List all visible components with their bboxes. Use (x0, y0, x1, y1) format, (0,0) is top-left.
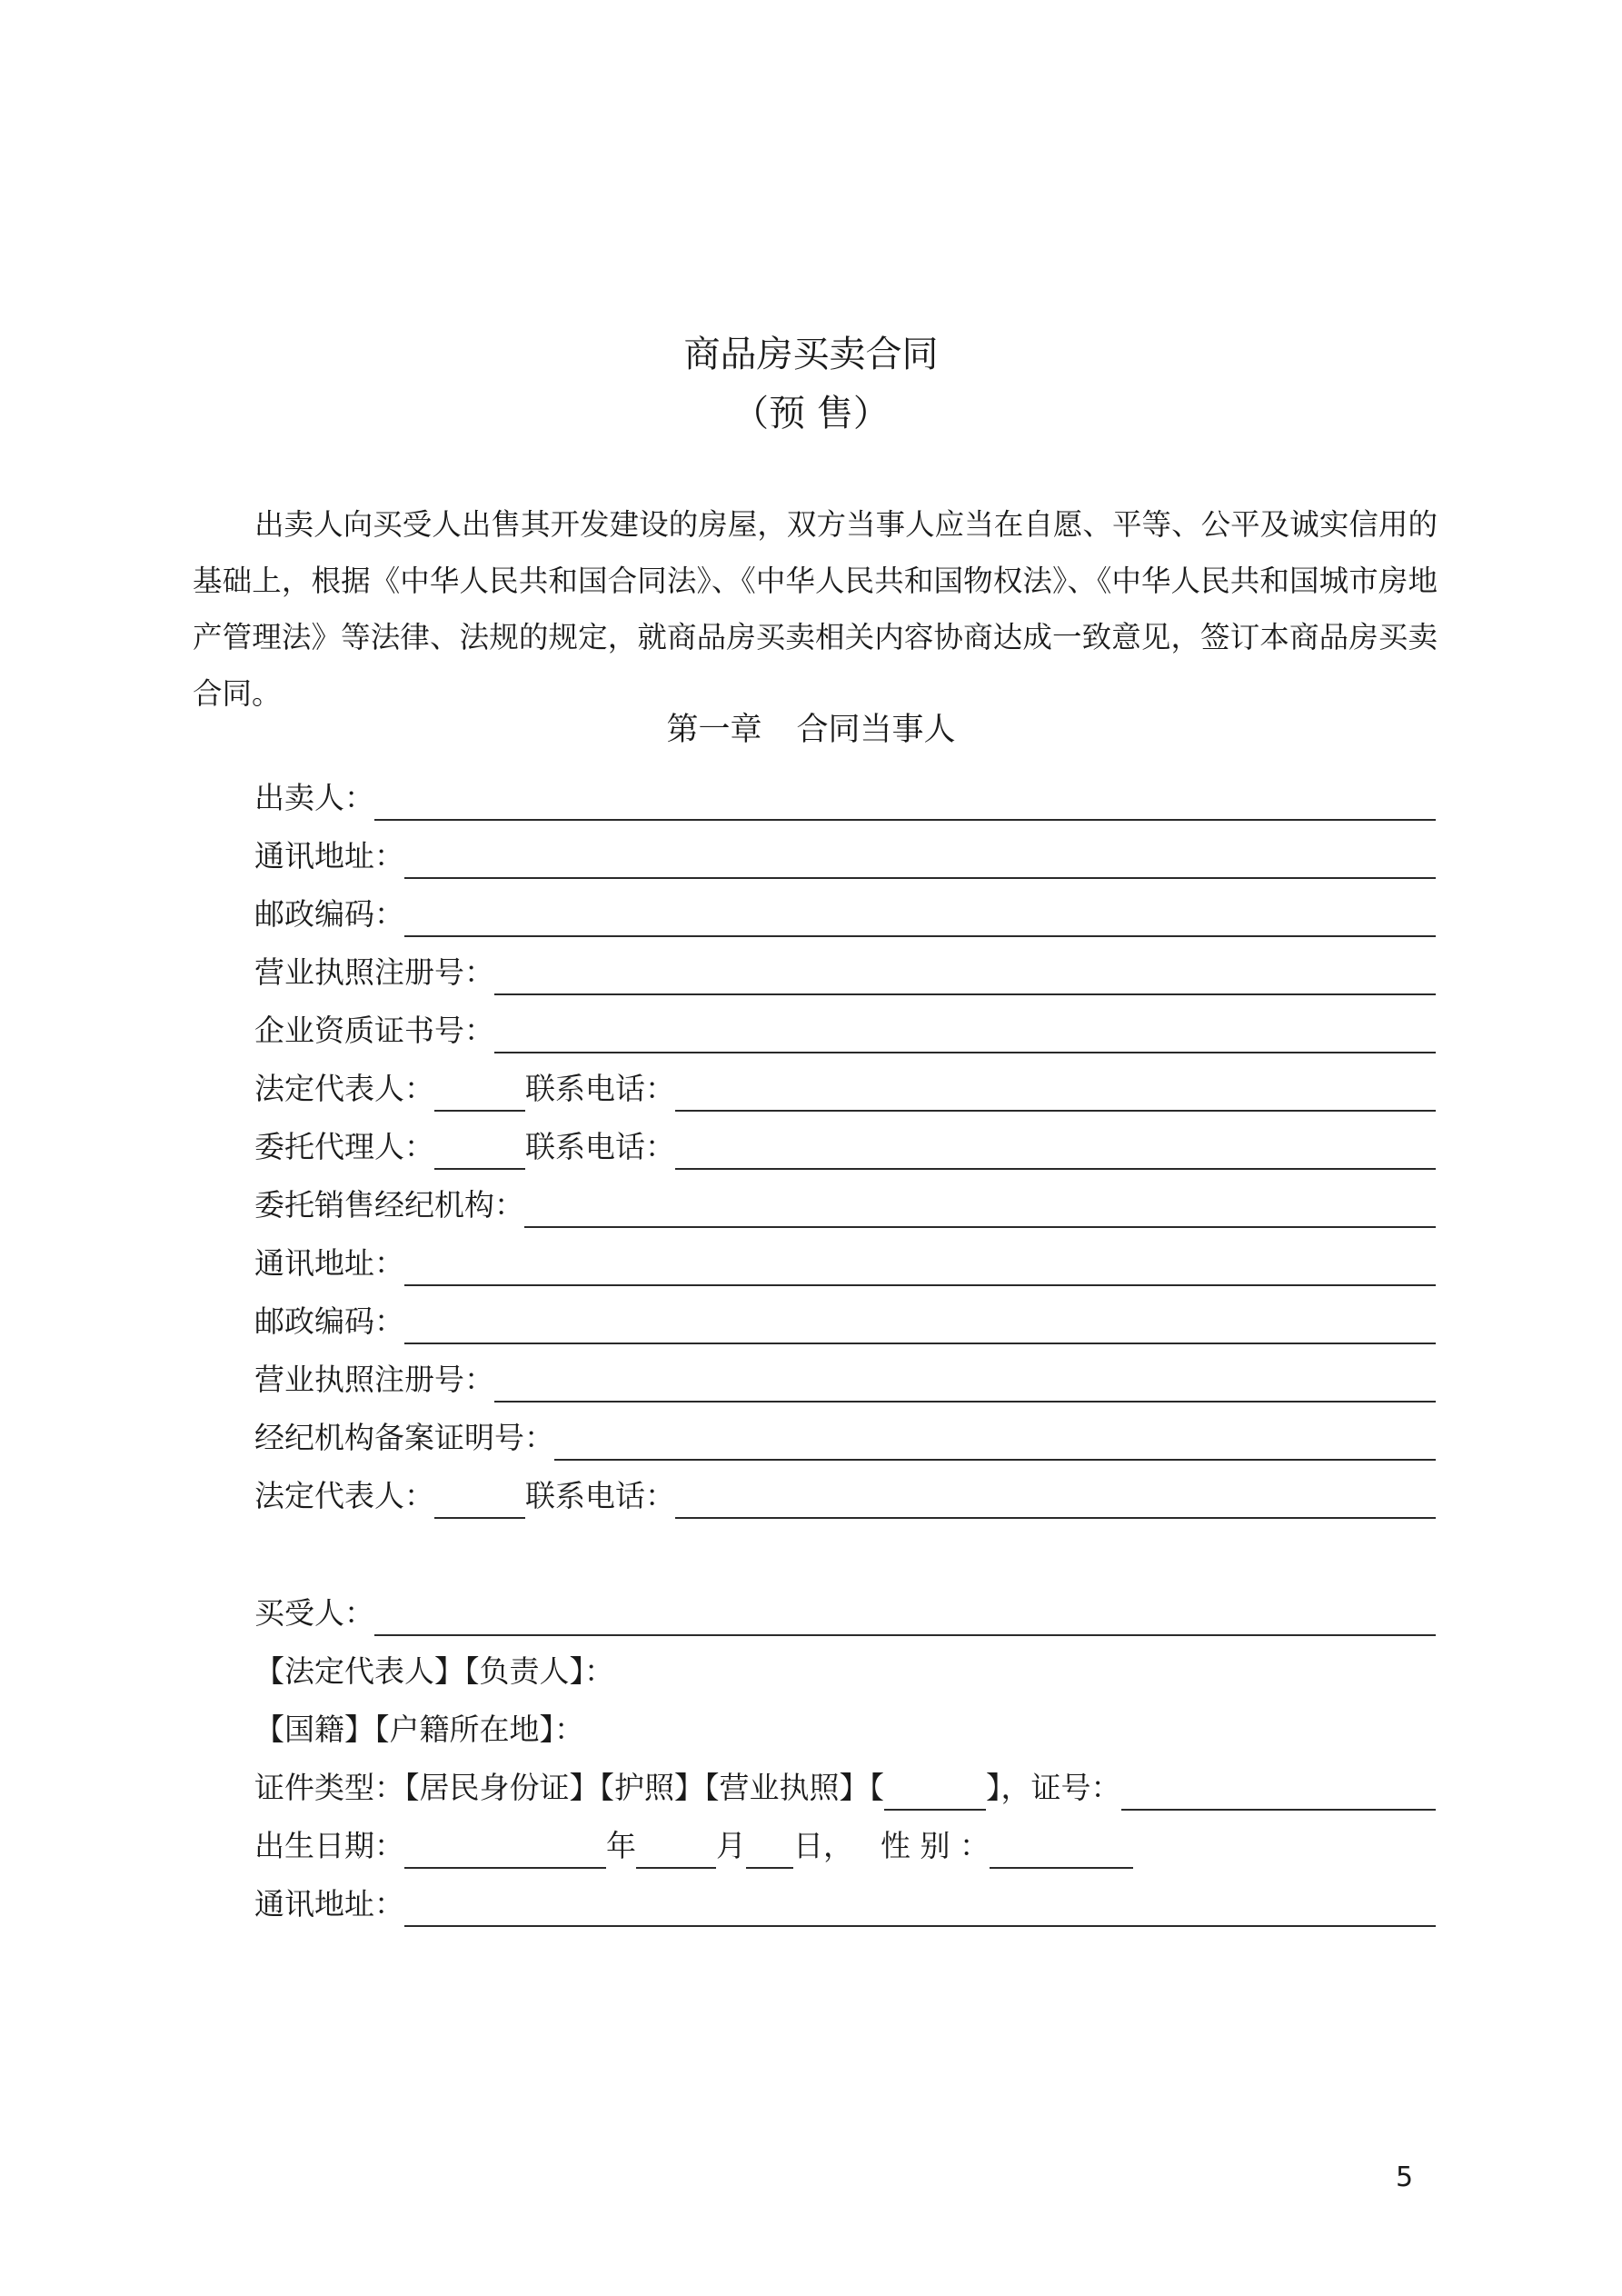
seller-postcode-field[interactable] (404, 899, 1436, 937)
agency-license-row (254, 1357, 1436, 1403)
seller-legal-rep-row (254, 1066, 1436, 1112)
seller-agent-label: 委托代理人： (254, 1129, 434, 1164)
buyer-rep-row (254, 1649, 1436, 1694)
document-title: 商品房买卖合同 (683, 334, 939, 375)
agency-phone-label: 联系电话： (525, 1478, 675, 1513)
agency-postcode-row (254, 1299, 1436, 1344)
agency-license-field[interactable] (494, 1364, 1436, 1403)
agency-phone-field[interactable] (675, 1481, 1436, 1519)
agency-legal-rep-label: 法定代表人： (254, 1478, 434, 1513)
chapter-name: 合同当事人 (796, 712, 956, 748)
agency-address-field[interactable] (404, 1248, 1436, 1286)
seller-postcode-label: 邮政编码： (254, 896, 404, 932)
buyer-id-type-label: 证件类型：【居民身份证】【护照】【营业执照】【 (254, 1770, 884, 1805)
chapter-number: 第一章 (666, 712, 762, 748)
seller-agent-row (254, 1124, 1436, 1170)
buyer-label: 买受人： (254, 1595, 374, 1631)
seller-address-label: 通讯地址： (254, 838, 404, 873)
agency-record-row (254, 1415, 1436, 1461)
agency-label: 委托销售经纪机构： (254, 1187, 524, 1223)
seller-agent-phone-label: 联系电话： (525, 1129, 675, 1164)
buyer-address-row (254, 1882, 1436, 1927)
party-form (254, 0, 1436, 2296)
seller-address-row (254, 834, 1436, 879)
buyer-nationality-label: 【国籍】【户籍所在地】： (254, 1712, 584, 1747)
agency-postcode-label: 邮政编码： (254, 1303, 404, 1339)
agency-legal-rep-field[interactable] (434, 1481, 525, 1519)
agency-row (254, 1183, 1436, 1228)
birth-year-label: 年 (606, 1828, 636, 1863)
agency-address-row (254, 1241, 1436, 1286)
buyer-nationality-row (254, 1707, 1436, 1752)
document-subtitle: （预 售） (732, 393, 890, 434)
agency-legal-rep-row (254, 1473, 1436, 1519)
agency-record-field[interactable] (554, 1423, 1436, 1461)
birth-month-field[interactable] (636, 1831, 716, 1869)
seller-agent-field[interactable] (434, 1132, 525, 1170)
seller-qualification-field[interactable] (494, 1015, 1436, 1053)
seller-license-label: 营业执照注册号： (254, 954, 494, 990)
buyer-birth-label: 出生日期： (254, 1828, 404, 1863)
buyer-id-type-field[interactable] (884, 1772, 986, 1811)
buyer-address-label: 通讯地址： (254, 1886, 404, 1922)
buyer-row (254, 1591, 1436, 1636)
agency-field[interactable] (524, 1190, 1436, 1228)
seller-phone-field[interactable] (675, 1073, 1436, 1112)
buyer-rep-label: 【法定代表人】【负责人】： (254, 1653, 614, 1689)
seller-license-field[interactable] (494, 957, 1436, 995)
birth-day-label: 日， (793, 1828, 853, 1863)
buyer-birth-row (254, 1823, 1436, 1869)
agency-license-label: 营业执照注册号： (254, 1362, 494, 1397)
seller-row (254, 775, 1436, 821)
seller-qualification-row (254, 1008, 1436, 1053)
seller-address-field[interactable] (404, 841, 1436, 879)
seller-phone-label: 联系电话： (525, 1071, 675, 1106)
birth-day-field[interactable] (746, 1831, 793, 1869)
agency-postcode-field[interactable] (404, 1306, 1436, 1344)
seller-license-row (254, 950, 1436, 995)
intro-paragraph: 出卖人向买受人出售其开发建设的房屋，双方当事人应当在自愿、平等、公平及诚实信用的基础上，根据《中华人民共和国合同法》、《中华人民共和国物权法》、《中华人民共和国城市房地产管理法》等法律、法规的规定，就商品房买卖相关内容协商达成一致意见，签订本商品房买卖合同。 (193, 507, 1438, 711)
buyer-field[interactable] (374, 1598, 1436, 1636)
seller-agent-phone-field[interactable] (675, 1132, 1436, 1170)
birth-month-label: 月 (716, 1828, 746, 1863)
seller-label: 出卖人： (254, 780, 374, 815)
agency-address-label: 通讯地址： (254, 1245, 404, 1281)
seller-legal-rep-label: 法定代表人： (254, 1071, 434, 1106)
seller-field[interactable] (374, 783, 1436, 821)
agency-record-label: 经纪机构备案证明号： (254, 1420, 554, 1455)
buyer-id-row (254, 1765, 1436, 1811)
buyer-id-number-field[interactable] (1121, 1772, 1437, 1811)
page-number: 5 (1396, 2161, 1414, 2193)
seller-postcode-row (254, 892, 1436, 937)
gender-label: 性 别 ： (881, 1828, 990, 1863)
gender-field[interactable] (990, 1831, 1133, 1869)
birth-year-field[interactable] (404, 1831, 606, 1869)
buyer-id-number-label: 】，证号： (986, 1770, 1121, 1805)
seller-legal-rep-field[interactable] (434, 1073, 525, 1112)
seller-qualification-label: 企业资质证书号： (254, 1013, 494, 1048)
buyer-address-field[interactable] (404, 1889, 1436, 1927)
